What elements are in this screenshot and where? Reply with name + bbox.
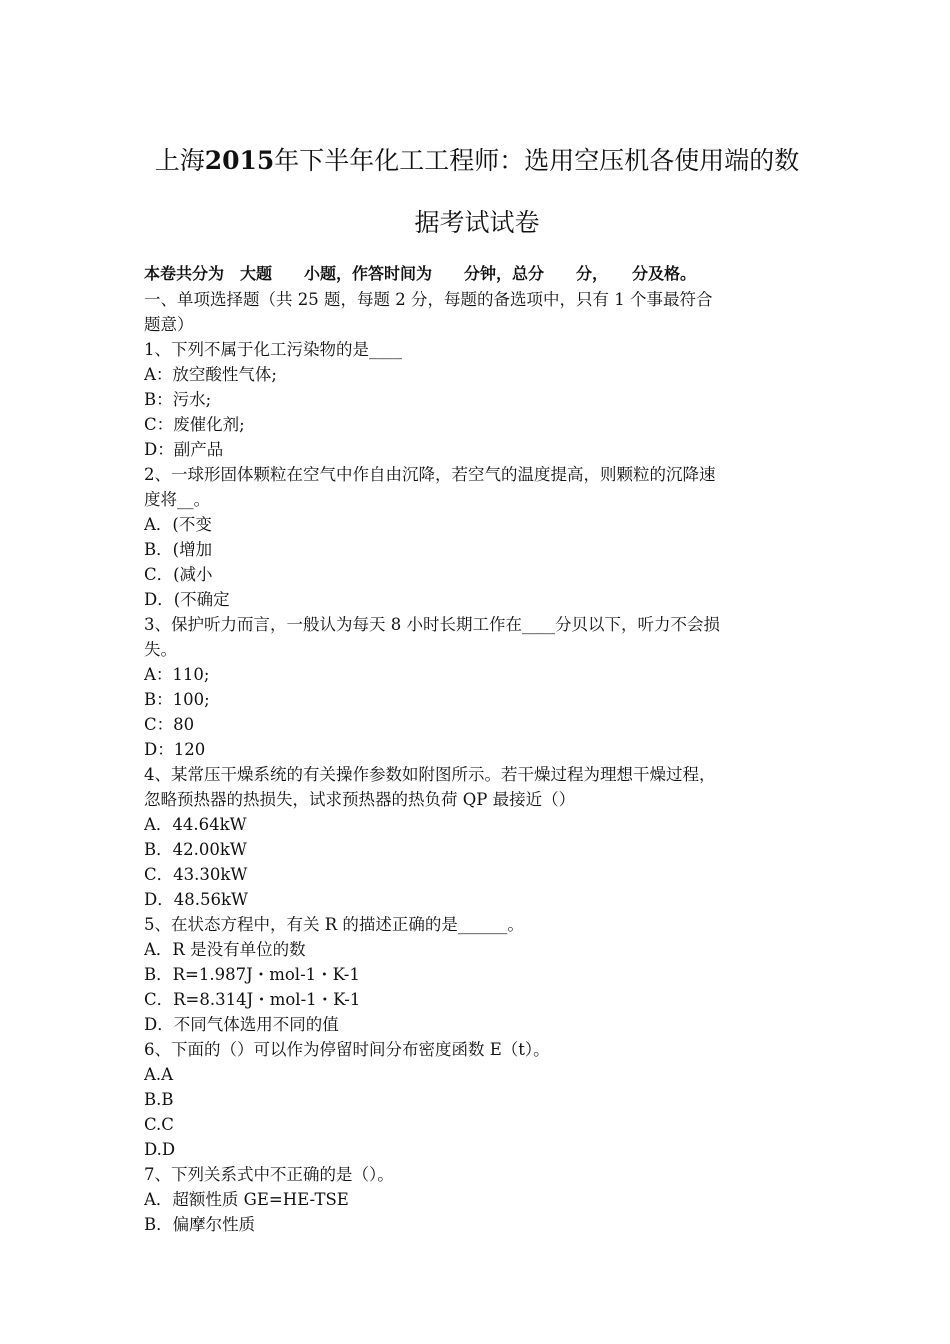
title-prefix: 上海 <box>154 146 205 175</box>
answer-option: D：120 <box>144 740 206 759</box>
answer-option: C：80 <box>144 715 195 734</box>
answer-option: C．(减小 <box>144 565 213 584</box>
answer-option: D．48.56kW <box>144 890 248 909</box>
answer-option: B．偏摩尔性质 <box>144 1215 256 1234</box>
section-heading-line-2: 题意） <box>144 315 194 334</box>
answer-option: C：废催化剂; <box>144 415 245 434</box>
answer-option: B：100; <box>144 690 210 709</box>
question-stem: 6、下面的（）可以作为停留时间分布密度函数 E（t）。 <box>144 1040 550 1059</box>
question-stem: 2、一球形固体颗粒在空气中作自由沉降，若空气的温度提高，则颗粒的沉降速 <box>144 465 716 484</box>
question-stem: 忽略预热器的热损失，试求预热器的热负荷 QP 最接近（） <box>144 790 576 809</box>
answer-option: B.B <box>144 1090 174 1109</box>
answer-option: B．(增加 <box>144 540 213 559</box>
question-1 <box>144 337 810 462</box>
question-stem: 失。 <box>144 640 177 659</box>
answer-option: B：污水; <box>144 390 212 409</box>
answer-option: C．43.30kW <box>144 865 248 884</box>
title-year: 2015 <box>204 146 275 175</box>
answer-option: A．R 是没有单位的数 <box>144 940 306 959</box>
question-2 <box>144 462 810 612</box>
answer-option: A.A <box>144 1065 174 1084</box>
answer-option: A．44.64kW <box>144 815 247 834</box>
question-6 <box>144 1037 810 1162</box>
answer-option: C．R=8.314J・mol-1・K-1 <box>144 990 361 1009</box>
title-line-2: 据考试试卷 <box>414 208 540 237</box>
question-3 <box>144 612 810 762</box>
answer-option: D．(不确定 <box>144 590 230 609</box>
question-stem: 5、在状态方程中，有关 R 的描述正确的是______。 <box>144 915 524 934</box>
title-line-1 <box>144 130 810 192</box>
title-suffix: 年下半年化工工程师：选用空压机各使用端的数 <box>274 146 800 175</box>
answer-option: A．超额性质 GE=HE-TSE <box>144 1190 349 1209</box>
answer-option: D．不同气体选用不同的值 <box>144 1015 339 1034</box>
question-4 <box>144 762 810 912</box>
answer-option: A：110; <box>144 665 210 684</box>
answer-option: A．(不变 <box>144 515 212 534</box>
answer-option: C.C <box>144 1115 174 1134</box>
answer-option: A：放空酸性气体; <box>144 365 277 384</box>
exam-summary: 本卷共分为 大题 小题，作答时间为 分钟，总分 分， 分及格。 <box>144 264 697 283</box>
question-stem: 3、保护听力而言，一般认为每天 8 小时长期工作在____分贝以下，听力不会损 <box>144 615 720 634</box>
section-heading-line-1: 一、单项选择题（共 25 题，每题 2 分，每题的备选项中，只有 1 个事最符合 <box>144 290 713 309</box>
question-stem: 7、下列关系式中不正确的是（）。 <box>144 1165 394 1184</box>
answer-option: B．42.00kW <box>144 840 247 859</box>
question-5 <box>144 912 810 1037</box>
question-stem: 度将__。 <box>144 490 210 509</box>
question-stem: 4、某常压干燥系统的有关操作参数如附图所示。若干燥过程为理想干燥过程， <box>144 765 716 784</box>
answer-option: D：副产品 <box>144 440 224 459</box>
answer-option: D.D <box>144 1140 176 1159</box>
question-7 <box>144 1162 810 1237</box>
answer-option: B．R=1.987J・mol-1・K-1 <box>144 965 360 984</box>
document-title <box>144 130 810 254</box>
question-stem: 1、下列不属于化工污染物的是____ <box>144 340 402 359</box>
question-list <box>144 337 810 1237</box>
